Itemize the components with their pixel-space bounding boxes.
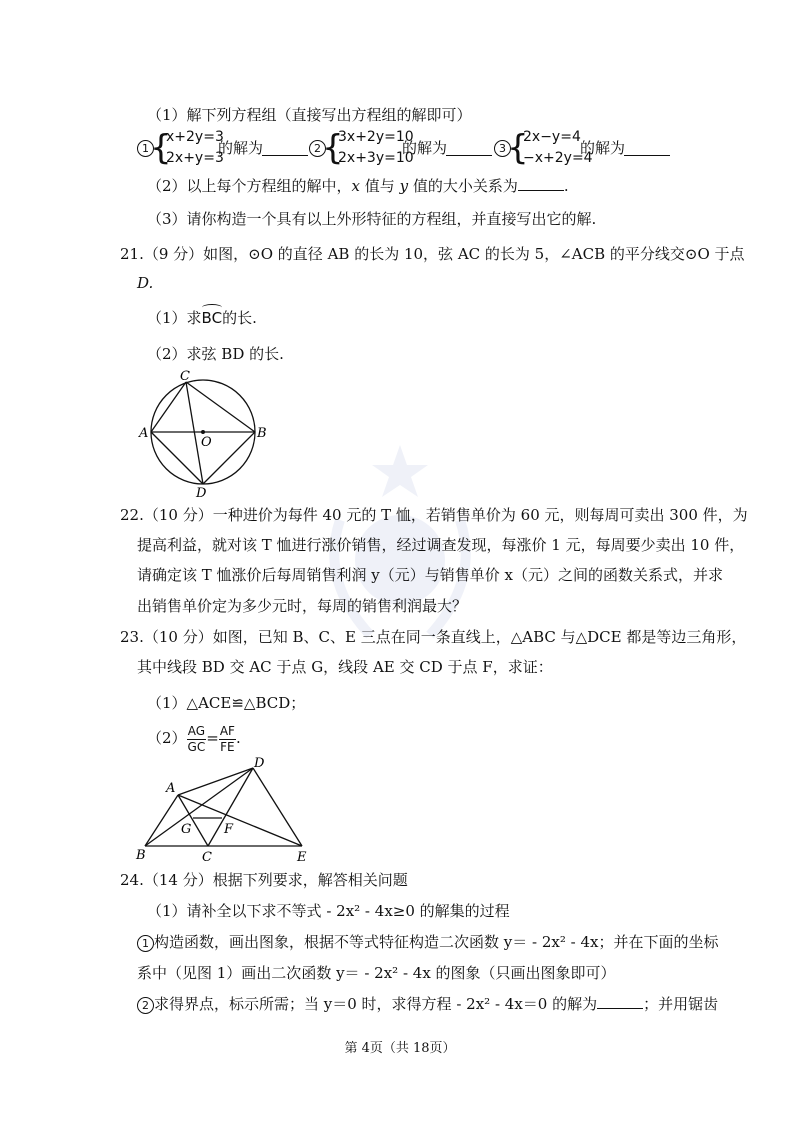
q23-line2: 其中线段 BD 交 AC 于点 G，线段 AE 交 CD 于点 F，求证： bbox=[137, 658, 553, 676]
q24-step1-line2: 系中（见图 1）画出二次函数 y＝ - 2x² - 4x 的图象（只画出图象即可） bbox=[137, 964, 616, 982]
q22-line1: 22.（10 分）一种进价为每件 40 元的 T 恤，若销售单价为 60 元，则每周可卖出 300 件，为 bbox=[120, 506, 748, 524]
fraction-numerator: AF bbox=[219, 723, 235, 738]
fraction-ag-gc bbox=[187, 724, 207, 755]
chord-ac bbox=[151, 382, 186, 432]
label-c: C bbox=[202, 850, 212, 865]
segment-bd bbox=[145, 768, 253, 846]
q21-stem-line1: 21.（9 分）如图，⊙O 的直径 AB 的长为 10，弦 AC 的长为 5，∠ACB 的平分线交⊙O 于点 bbox=[120, 245, 745, 263]
q24-step2-text: 求得界点，标示所需；当 y＝0 时，求得方程 - 2x² - 4x＝0 的解为 bbox=[154, 995, 598, 1013]
circled-number-2: 2 bbox=[137, 997, 154, 1014]
fraction-af-fe bbox=[219, 724, 236, 755]
answer-blank[interactable] bbox=[262, 141, 308, 156]
circled-number-1: 1 bbox=[137, 935, 154, 952]
system-3-eq2: −x+2y=4 bbox=[523, 150, 593, 166]
q24-step1-line1 bbox=[137, 932, 718, 952]
q20-part2-text: 值的大小关系为 bbox=[408, 177, 518, 195]
q22-line4: 出销售单价定为多少元时，每周的销售利润最大？ bbox=[137, 597, 468, 615]
center-dot bbox=[201, 430, 205, 434]
fraction-numerator: AG bbox=[187, 723, 206, 738]
q21-stem-line2: D. bbox=[137, 274, 154, 292]
triangle-diagram bbox=[135, 755, 315, 865]
q24-step2-line bbox=[137, 994, 718, 1014]
chord-cb bbox=[186, 382, 255, 432]
circled-number-3: 3 bbox=[494, 140, 511, 157]
label-d: D bbox=[196, 486, 207, 500]
q21-part1-text: （1）求 bbox=[147, 309, 202, 327]
q23-part2 bbox=[147, 720, 241, 756]
label-a: A bbox=[166, 781, 176, 796]
answer-blank[interactable] bbox=[446, 141, 492, 156]
answer-blank[interactable] bbox=[518, 176, 564, 191]
system-1-eq1: x+2y=3 bbox=[166, 129, 224, 145]
fraction-denominator: FE bbox=[220, 739, 235, 754]
label-b: B bbox=[257, 426, 267, 441]
label-d: D bbox=[254, 756, 265, 771]
label-o: O bbox=[201, 435, 212, 450]
label-e: E bbox=[297, 850, 307, 865]
system-1-equations bbox=[166, 127, 224, 169]
fraction-denominator: GC bbox=[187, 739, 206, 754]
system-2-eq1: 3x+2y=10 bbox=[338, 129, 414, 145]
period: . bbox=[563, 177, 569, 195]
equals-sign: = bbox=[206, 729, 219, 747]
q20-part1: （1）解下列方程组（直接写出方程组的解即可） bbox=[147, 106, 472, 124]
system-2-eq2: 2x+3y=10 bbox=[338, 150, 414, 166]
circled-number-1: 1 bbox=[137, 140, 154, 157]
page-footer: 第 4页（共 18页） bbox=[344, 1041, 456, 1056]
side-ac bbox=[178, 795, 208, 846]
q23-part1: （1）△ACE≌△BCD； bbox=[147, 694, 306, 712]
label-c: C bbox=[180, 369, 190, 384]
q21-part1-text: 的长. bbox=[222, 309, 257, 327]
answer-blank[interactable] bbox=[624, 141, 670, 156]
q24-step2-text: ；并用锯齿 bbox=[643, 995, 719, 1013]
label-a: A bbox=[139, 426, 149, 441]
q22-line2: 提高利益，就对该 T 恤进行涨价销售，经过调查发现，每涨价 1 元，每周要少卖出 10 件， bbox=[137, 536, 745, 554]
system-1-suffix: 的解为 bbox=[218, 139, 264, 157]
system-2-suffix: 的解为 bbox=[402, 139, 448, 157]
circle-diagram bbox=[135, 365, 270, 500]
brace-icon: { bbox=[507, 128, 529, 168]
q20-part3: （3）请你构造一个具有以上外形特征的方程组，并直接写出它的解. bbox=[147, 210, 597, 228]
system-1-eq2: 2x+y=3 bbox=[166, 150, 224, 166]
label-g: G bbox=[181, 822, 192, 837]
system-3-suffix: 的解为 bbox=[580, 139, 626, 157]
segment-ad bbox=[178, 768, 253, 795]
q20-part2 bbox=[147, 176, 569, 196]
circled-number-2: 2 bbox=[309, 140, 326, 157]
arc-bc: BC bbox=[201, 309, 223, 327]
label-b: B bbox=[136, 848, 146, 863]
q20-part2-text: （2）以上每个方程组的解中， bbox=[147, 177, 352, 195]
system-3-eq1: 2x−y=4 bbox=[523, 129, 581, 145]
q24-step1-text: 构造函数，画出图象，根据不等式特征构造二次函数 y＝ - 2x² - 4x；并在下面的坐标 bbox=[154, 933, 719, 951]
q20-part2-text: 值与 bbox=[360, 177, 400, 195]
q22-line3: 请确定该 T 恤涨价后每周销售利润 y（元）与销售单价 x（元）之间的函数关系式，并求 bbox=[137, 566, 724, 584]
brace-icon: { bbox=[150, 128, 172, 168]
q21-part2: （2）求弦 BD 的长. bbox=[147, 345, 284, 363]
side-ba bbox=[145, 795, 178, 846]
brace-icon: { bbox=[322, 128, 344, 168]
period: . bbox=[235, 729, 241, 747]
var-x: x bbox=[351, 177, 361, 195]
q23-part2-label: （2） bbox=[147, 729, 187, 747]
side-de bbox=[253, 768, 302, 846]
q24-part1: （1）请补全以下求不等式 - 2x² - 4x≥0 的解集的过程 bbox=[147, 902, 510, 920]
segment-ae bbox=[178, 795, 302, 846]
q24-stem: 24.（14 分）根据下列要求，解答相关问题 bbox=[120, 871, 408, 889]
q23-line1: 23.（10 分）如图，已知 B、C、E 三点在同一条直线上，△ABC 与△DCE 都是等边三角形， bbox=[120, 628, 747, 646]
q21-part1 bbox=[147, 308, 257, 328]
answer-blank[interactable] bbox=[597, 994, 643, 1009]
var-y: y bbox=[399, 177, 409, 195]
label-f: F bbox=[224, 822, 234, 837]
